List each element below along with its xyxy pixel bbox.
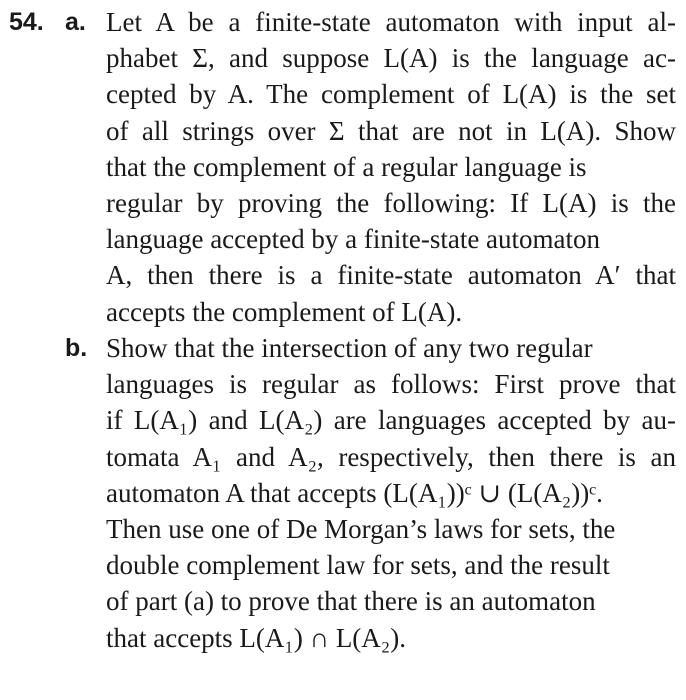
part-a-line: cepted by A. The complement of L(A) is the set bbox=[106, 79, 676, 110]
part-b-line: that accepts L(A₁) ∩ L(A₂). bbox=[106, 622, 406, 653]
part-b-line: Show that the intersection of any two regular bbox=[106, 333, 593, 363]
part-b-line: Then use one of De Morgan’s laws for sets, the bbox=[106, 513, 616, 544]
part-a-line: that the complement of a regular language is bbox=[106, 151, 587, 182]
part-b-label: b. bbox=[65, 334, 88, 362]
part-a-line: of all strings over Σ that are not in L(A). Show bbox=[106, 115, 676, 146]
part-b-line: double complement law for sets, and the result bbox=[106, 550, 610, 581]
part-a-line: regular by proving the following: If L(A) is the bbox=[106, 187, 676, 218]
part-a-label: a. bbox=[65, 8, 86, 36]
part-b-line: of part (a) to prove that there is an automaton bbox=[106, 586, 596, 617]
part-b-line: if L(A₁) and L(A₂) are languages accepted by au- bbox=[106, 405, 676, 436]
part-a-text bbox=[106, 4, 676, 330]
part-a-line: A, then there is a finite-state automaton A′ that bbox=[106, 260, 676, 291]
part-a-line: accepts the complement of L(A). bbox=[106, 296, 463, 327]
part-b-text bbox=[106, 330, 676, 656]
part-a-line: phabet Σ, and suppose L(A) is the language ac- bbox=[106, 43, 676, 74]
part-b-line: tomata A₁ and A₂, respectively, then there is an bbox=[106, 441, 676, 472]
part-b-line: automaton A that accepts (L(A₁))ᶜ ∪ (L(A₂))ᶜ. bbox=[106, 477, 603, 508]
part-a-line: language accepted by a finite-state automaton bbox=[106, 224, 601, 255]
exercise-number: 54. bbox=[9, 8, 44, 36]
part-b-line: languages is regular as follows: First prove that bbox=[106, 369, 676, 400]
part-a-line: Let A be a finite-state automaton with input al- bbox=[106, 7, 676, 37]
